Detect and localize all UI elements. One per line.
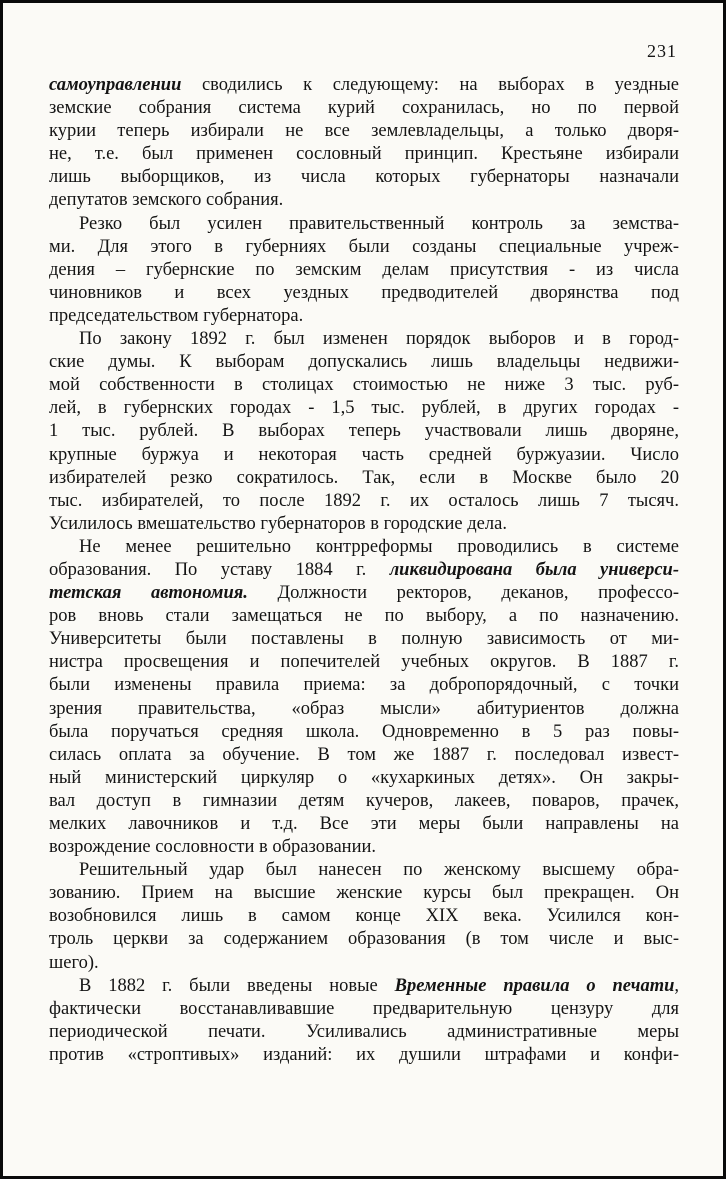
paragraph [49,213,679,328]
text-line: ми. Для этого в губерниях были созданы специальные учреж- [49,236,679,257]
text-line: В 1882 г. были введены новые Временные правила о печати, [79,975,680,996]
text-line: ный министерский циркуляр о «кухаркиных детях». Он закры- [49,767,679,788]
text-line: председательством губернатора. [49,305,304,326]
text-line: мой собственности в столицах стоимостью не ниже 3 тыс. руб- [49,375,679,396]
text-line: тыс. избирателей, то после 1892 г. их осталось лишь 7 тысяч. [49,490,679,511]
text-line: ские думы. К выборам допускались лишь владельцы недвижи- [49,352,679,373]
text-line: зованию. Прием на высшие женские курсы был прекращен. Он [49,883,679,904]
text-line: троль церкви за содержанием образования (в том числе и выс- [49,929,679,950]
text-line: депутатов земского собрания. [49,190,284,211]
text-line: силась оплата за обучение. В том же 1887 г. последовал извест- [49,744,679,765]
text-line: крупные буржуа и некоторая часть средней буржуазии. Число [49,444,679,465]
emphasized-text: тетская автономия. [49,583,248,604]
text-line: возрождение сословности в образовании. [49,837,376,858]
text-line: мелких лавочников и т.д. Все эти меры были направлены на [49,814,679,834]
text-line: Не менее решительно контрреформы проводились в системе [79,536,679,557]
text-line: была поручаться средняя школа. Одновременно в 5 раз повы- [49,721,679,742]
text-line: фактически восстанавливавшие предварительную цензуру для [49,998,679,1019]
text-line: 1 тыс. рублей. В выборах теперь участвовали лишь дворяне, [49,421,679,442]
text-line: курии теперь избирали не все землевладельцы, а только дворя- [49,121,679,142]
text-line: вал доступ в гимназии детям кучеров, лакеев, поваров, прачек, [49,790,679,811]
text-line: Усилилось вмешательство губернаторов в городские дела. [49,513,507,534]
text-line: По закону 1892 г. был изменен порядок выборов и в город- [79,329,679,350]
text-line: зрения правительства, «образ мысли» абитуриентов должна [49,698,679,719]
text-line: против «строптивых» изданий: их душили штрафами и конфи- [49,1044,679,1065]
page-number: 231 [647,41,677,61]
emphasized-text: Временные правила о печати [394,975,675,996]
text-line: были изменены правила приема: за добропорядочный, с точки [49,675,679,696]
text-line: Университеты были поставлены в полную зависимость от ми- [49,629,679,650]
text-line: лишь выборщиков, из числа которых губернаторы назначали [49,167,679,188]
text-line: нистра просвещения и попечителей учебных округов. В 1887 г. [49,652,679,673]
text-line: возобновился лишь в самом конце XIX века. Усилился кон- [49,906,679,927]
text-line: ров вновь стали замещаться не по выбору, а по назначению. [49,606,679,627]
paragraph [49,859,679,974]
body-text [49,74,679,1067]
emphasized-text: самоуправлении [49,75,182,95]
text-line: Решительный удар был нанесен по женскому высшему обра- [79,860,679,881]
text-line: лей, в губернских городах - 1,5 тыс. рублей, в других городах - [49,398,679,419]
text-line: периодической печати. Усиливались административные меры [49,1021,679,1042]
text-line: дения – губернские по земским делам присутствия - из числа [49,259,679,280]
page-content [3,3,723,1067]
paragraph [49,328,679,536]
paragraph [49,536,679,859]
text-line: шего). [49,952,99,973]
paragraph [49,74,679,213]
text-line: избирателей резко сократилось. Так, если в Москве было 20 [49,467,679,488]
text-line: не, т.е. был применен сословный принцип. Крестьяне избирали [49,144,679,165]
text-line: самоуправлении сводились к следующему: на выборах в уездные [49,75,679,95]
text-line: земские собрания система курий сохранилась, но по первой [49,98,679,119]
emphasized-text: ликвидирована была универси- [389,559,679,580]
text-line: Резко был усилен правительственный контроль за земства- [79,213,679,234]
text-line: образования. По уставу 1884 г. ликвидирована была универси- [49,559,679,580]
text-line: тетская автономия. Должности ректоров, деканов, профессо- [49,583,679,604]
text-line: чиновников и всех уездных предводителей дворянства под [49,282,679,303]
paragraph [49,975,679,1067]
